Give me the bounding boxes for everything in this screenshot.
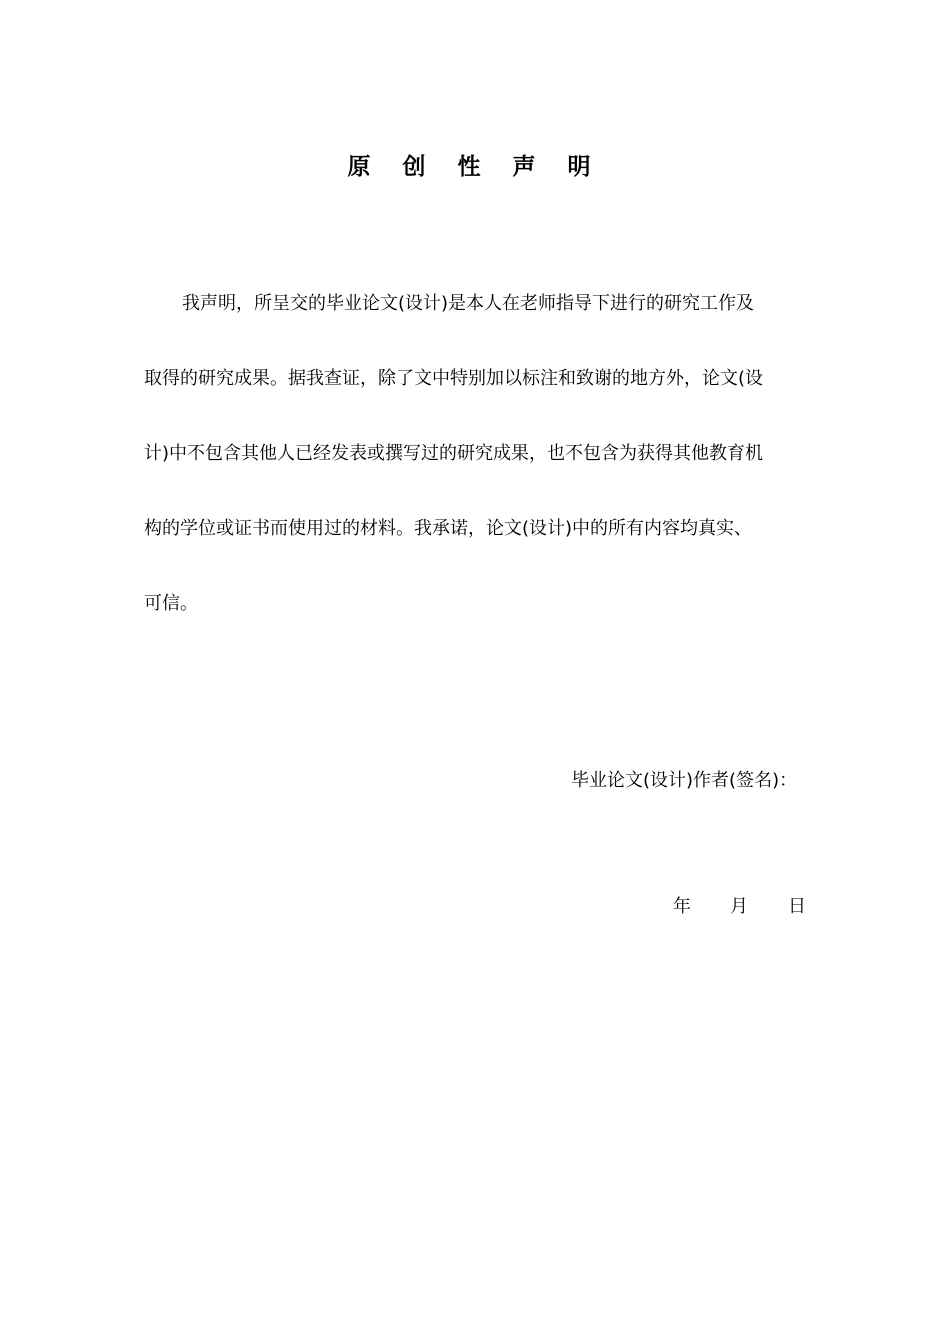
date-year-label: 年 — [673, 896, 691, 917]
declaration-line-2: 取得的研究成果。据我查证，除了文中特别加以标注和致谢的地方外，论文(设 — [144, 368, 764, 389]
declaration-line-3: 计)中不包含其他人已经发表或撰写过的研究成果，也不包含为获得其他教育机 — [144, 443, 764, 464]
declaration-line-4: 构的学位或证书而使用过的材料。我承诺，论文(设计)中的所有内容均真实、 — [144, 518, 753, 539]
signature-date — [673, 893, 806, 921]
author-signature-label: 毕业论文(设计)作者(签名)： — [571, 770, 798, 791]
page-title: 原 创 性 声 明 — [347, 154, 603, 180]
date-month-label: 月 — [730, 896, 748, 917]
declaration-line-1: 我声明，所呈交的毕业论文(设计)是本人在老师指导下进行的研究工作及 — [182, 293, 755, 314]
date-day-label: 日 — [788, 896, 806, 917]
declaration-line-5: 可信。 — [144, 593, 198, 614]
